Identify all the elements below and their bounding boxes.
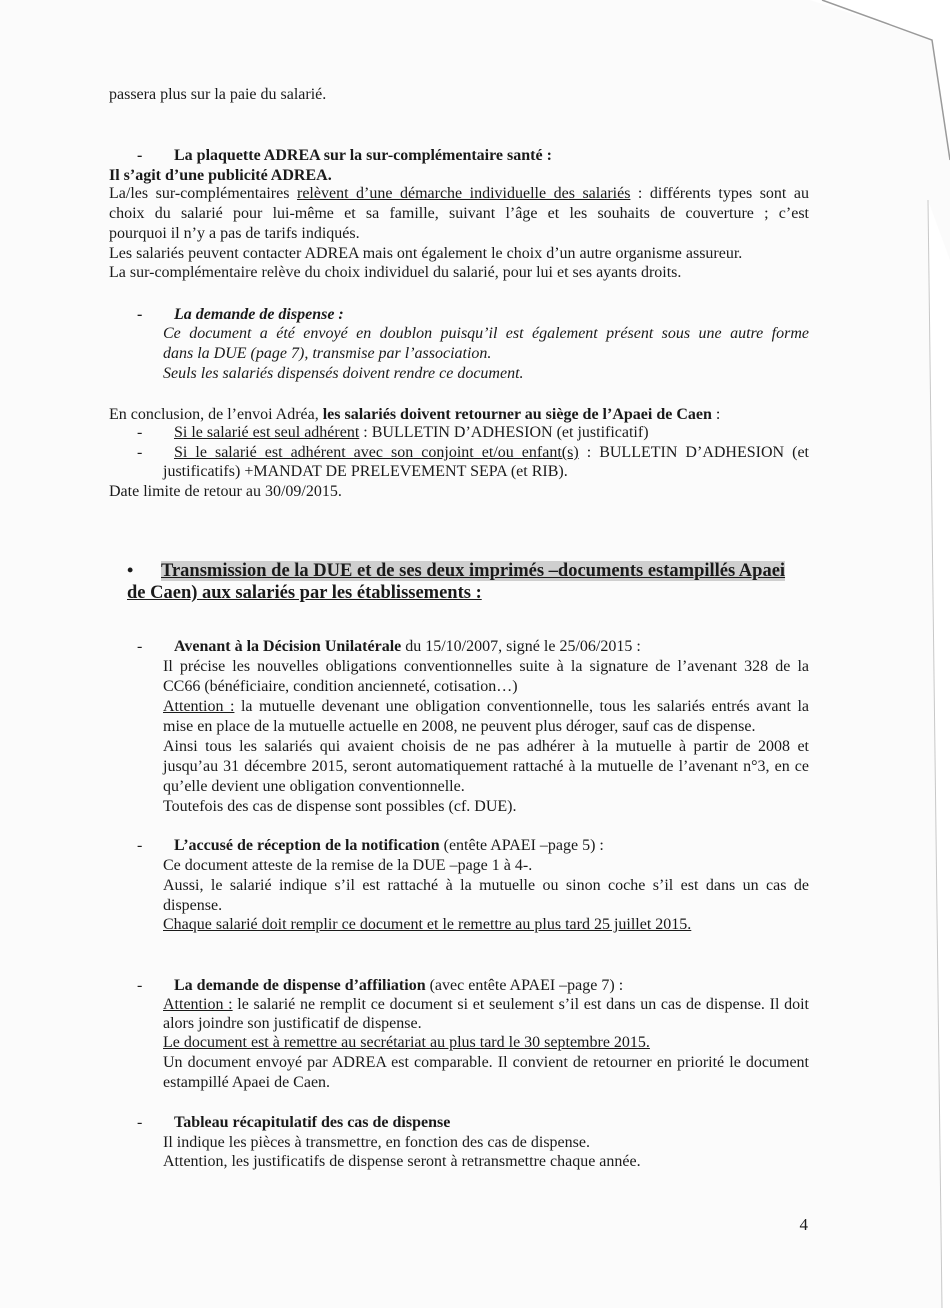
avenant-heading: - Avenant à la Décision Unilatérale du 15/10/2007, signé le 25/06/2015 :: [109, 637, 809, 657]
avenant-l8: Toutefois des cas de dispense sont possibles (cf. DUE).: [163, 798, 517, 815]
dash: -: [137, 1114, 143, 1131]
affiliation-heading: - La demande de dispense d’affiliation (avec entête APAEI –page 7) :: [109, 976, 809, 996]
plaquette-subheading: Il s’agit d’une publicité ADREA.: [109, 167, 332, 184]
affiliation-l1: Attention : le salarié ne remplit ce document si et seulement s’il est dans un cas de dispense. Il doit: [163, 996, 809, 1013]
affiliation-l4: Un document envoyé par ADREA est comparable. Il convient de retourner en priorité le document: [163, 1054, 809, 1071]
avenant-l6: jusqu’au 31 décembre 2015, seront automatiquement rattaché à la mutuelle de l’avenant n°3, en ce: [163, 758, 809, 775]
plaquette-p3: La sur-complémentaire relève du choix individuel du salarié, pour lui et ses ayants droits.: [109, 264, 682, 281]
affiliation-l5: estampillé Apaei de Caen.: [163, 1074, 331, 1091]
intro-line: passera plus sur la paie du salarié.: [109, 86, 327, 103]
plaquette-p1-line1: La/les sur-complémentaires relèvent d’une démarche individuelle des salariés : différents types sont au: [109, 185, 809, 202]
plaquette-heading: - La plaquette ADREA sur la sur-complémentaire santé :: [109, 146, 809, 166]
tableau-l1: Il indique les pièces à transmettre, en fonction des cas de dispense.: [163, 1134, 590, 1151]
dash: -: [137, 147, 143, 164]
plaquette-p1-line2: choix du salarié pour lui-même et sa famille, suivant l’âge et les souhaits de couverture ; c’est: [109, 205, 809, 222]
avenant-l2: CC66 (bénéficiaire, condition ancienneté, cotisation…): [163, 678, 518, 695]
dash: -: [137, 444, 143, 461]
dispense-heading: - La demande de dispense :: [109, 305, 809, 325]
affiliation-l2: alors joindre son justificatif de dispense.: [163, 1015, 422, 1032]
dash: -: [137, 638, 143, 655]
dash: -: [137, 424, 143, 441]
avenant-l3: Attention : la mutuelle devenant une obligation conventionnelle, tous les salariés entrés avant la: [163, 698, 809, 715]
avenant-l4: mise en place de la mutuelle actuelle en 2008, ne peuvent plus déroger, sauf cas de dispense.: [163, 718, 756, 735]
plaquette-p2: Les salariés peuvent contacter ADREA mais ont également le choix d’un autre organisme assureur.: [109, 245, 743, 262]
conclusion-item2-line2: justificatifs) +MANDAT DE PRELEVEMENT SEPA (et RIB).: [163, 463, 568, 480]
dash: -: [137, 306, 143, 323]
dispense-line3: Seuls les salariés dispensés doivent rendre ce document.: [163, 365, 524, 382]
plaquette-p1-line3: pourquoi il n’y a pas de tarifs indiqués.: [109, 225, 360, 242]
section2-title-line2: de Caen) aux salariés par les établissements :: [127, 583, 482, 603]
tableau-l2: Attention, les justificatifs de dispense seront à retransmettre chaque année.: [163, 1153, 641, 1170]
folded-corner-shadow: [810, 0, 950, 1308]
accuse-l1: Ce document atteste de la remise de la DUE –page 1 à 4-.: [163, 857, 533, 874]
dash: -: [137, 977, 143, 994]
avenant-l7: qu’elle devient une obligation conventionnelle.: [163, 778, 465, 795]
conclusion-deadline: Date limite de retour au 30/09/2015.: [109, 483, 342, 500]
dash: -: [137, 837, 143, 854]
tableau-heading: - Tableau récapitulatif des cas de dispense: [109, 1113, 809, 1133]
conclusion-item1: - Si le salarié est seul adhérent : BULLETIN D’ADHESION (et justificatif): [109, 423, 809, 443]
accuse-l3: dispense.: [163, 897, 223, 914]
accuse-l4: Chaque salarié doit remplir ce document et le remettre au plus tard 25 juillet 2015.: [163, 916, 692, 933]
page-number: 4: [799, 1215, 808, 1234]
dispense-line2: dans la DUE (page 7), transmise par l’association.: [163, 345, 492, 362]
avenant-l5: Ainsi tous les salariés qui avaient choisis de ne pas adhérer à la mutuelle à partir de 2008 et: [163, 738, 809, 755]
dispense-line1: Ce document a été envoyé en doublon puisqu’il est également présent sous une autre forme: [163, 325, 809, 342]
affiliation-l3: Le document est à remettre au secrétariat au plus tard le 30 septembre 2015.: [163, 1034, 650, 1051]
conclusion-intro: En conclusion, de l’envoi Adréa, les salariés doivent retourner au siège de l’Apaei de Caen :: [109, 406, 721, 423]
bullet-icon: •: [127, 560, 134, 580]
section2-title-line1: • Transmission de la DUE et de ses deux imprimés –documents estampillés Apaei: [127, 560, 786, 581]
avenant-l1: Il précise les nouvelles obligations conventionnelles suite à la signature de l’avenant 328 de la: [163, 658, 809, 675]
accuse-heading: - L’accusé de réception de la notification (entête APAEI –page 5) :: [109, 836, 809, 856]
accuse-l2: Aussi, le salarié indique s’il est rattaché à la mutuelle ou sinon coche s’il est dans un cas de: [163, 877, 809, 894]
conclusion-item2: - Si le salarié est adhérent avec son conjoint et/ou enfant(s) : BULLETIN D’ADHESION (et: [109, 443, 809, 463]
